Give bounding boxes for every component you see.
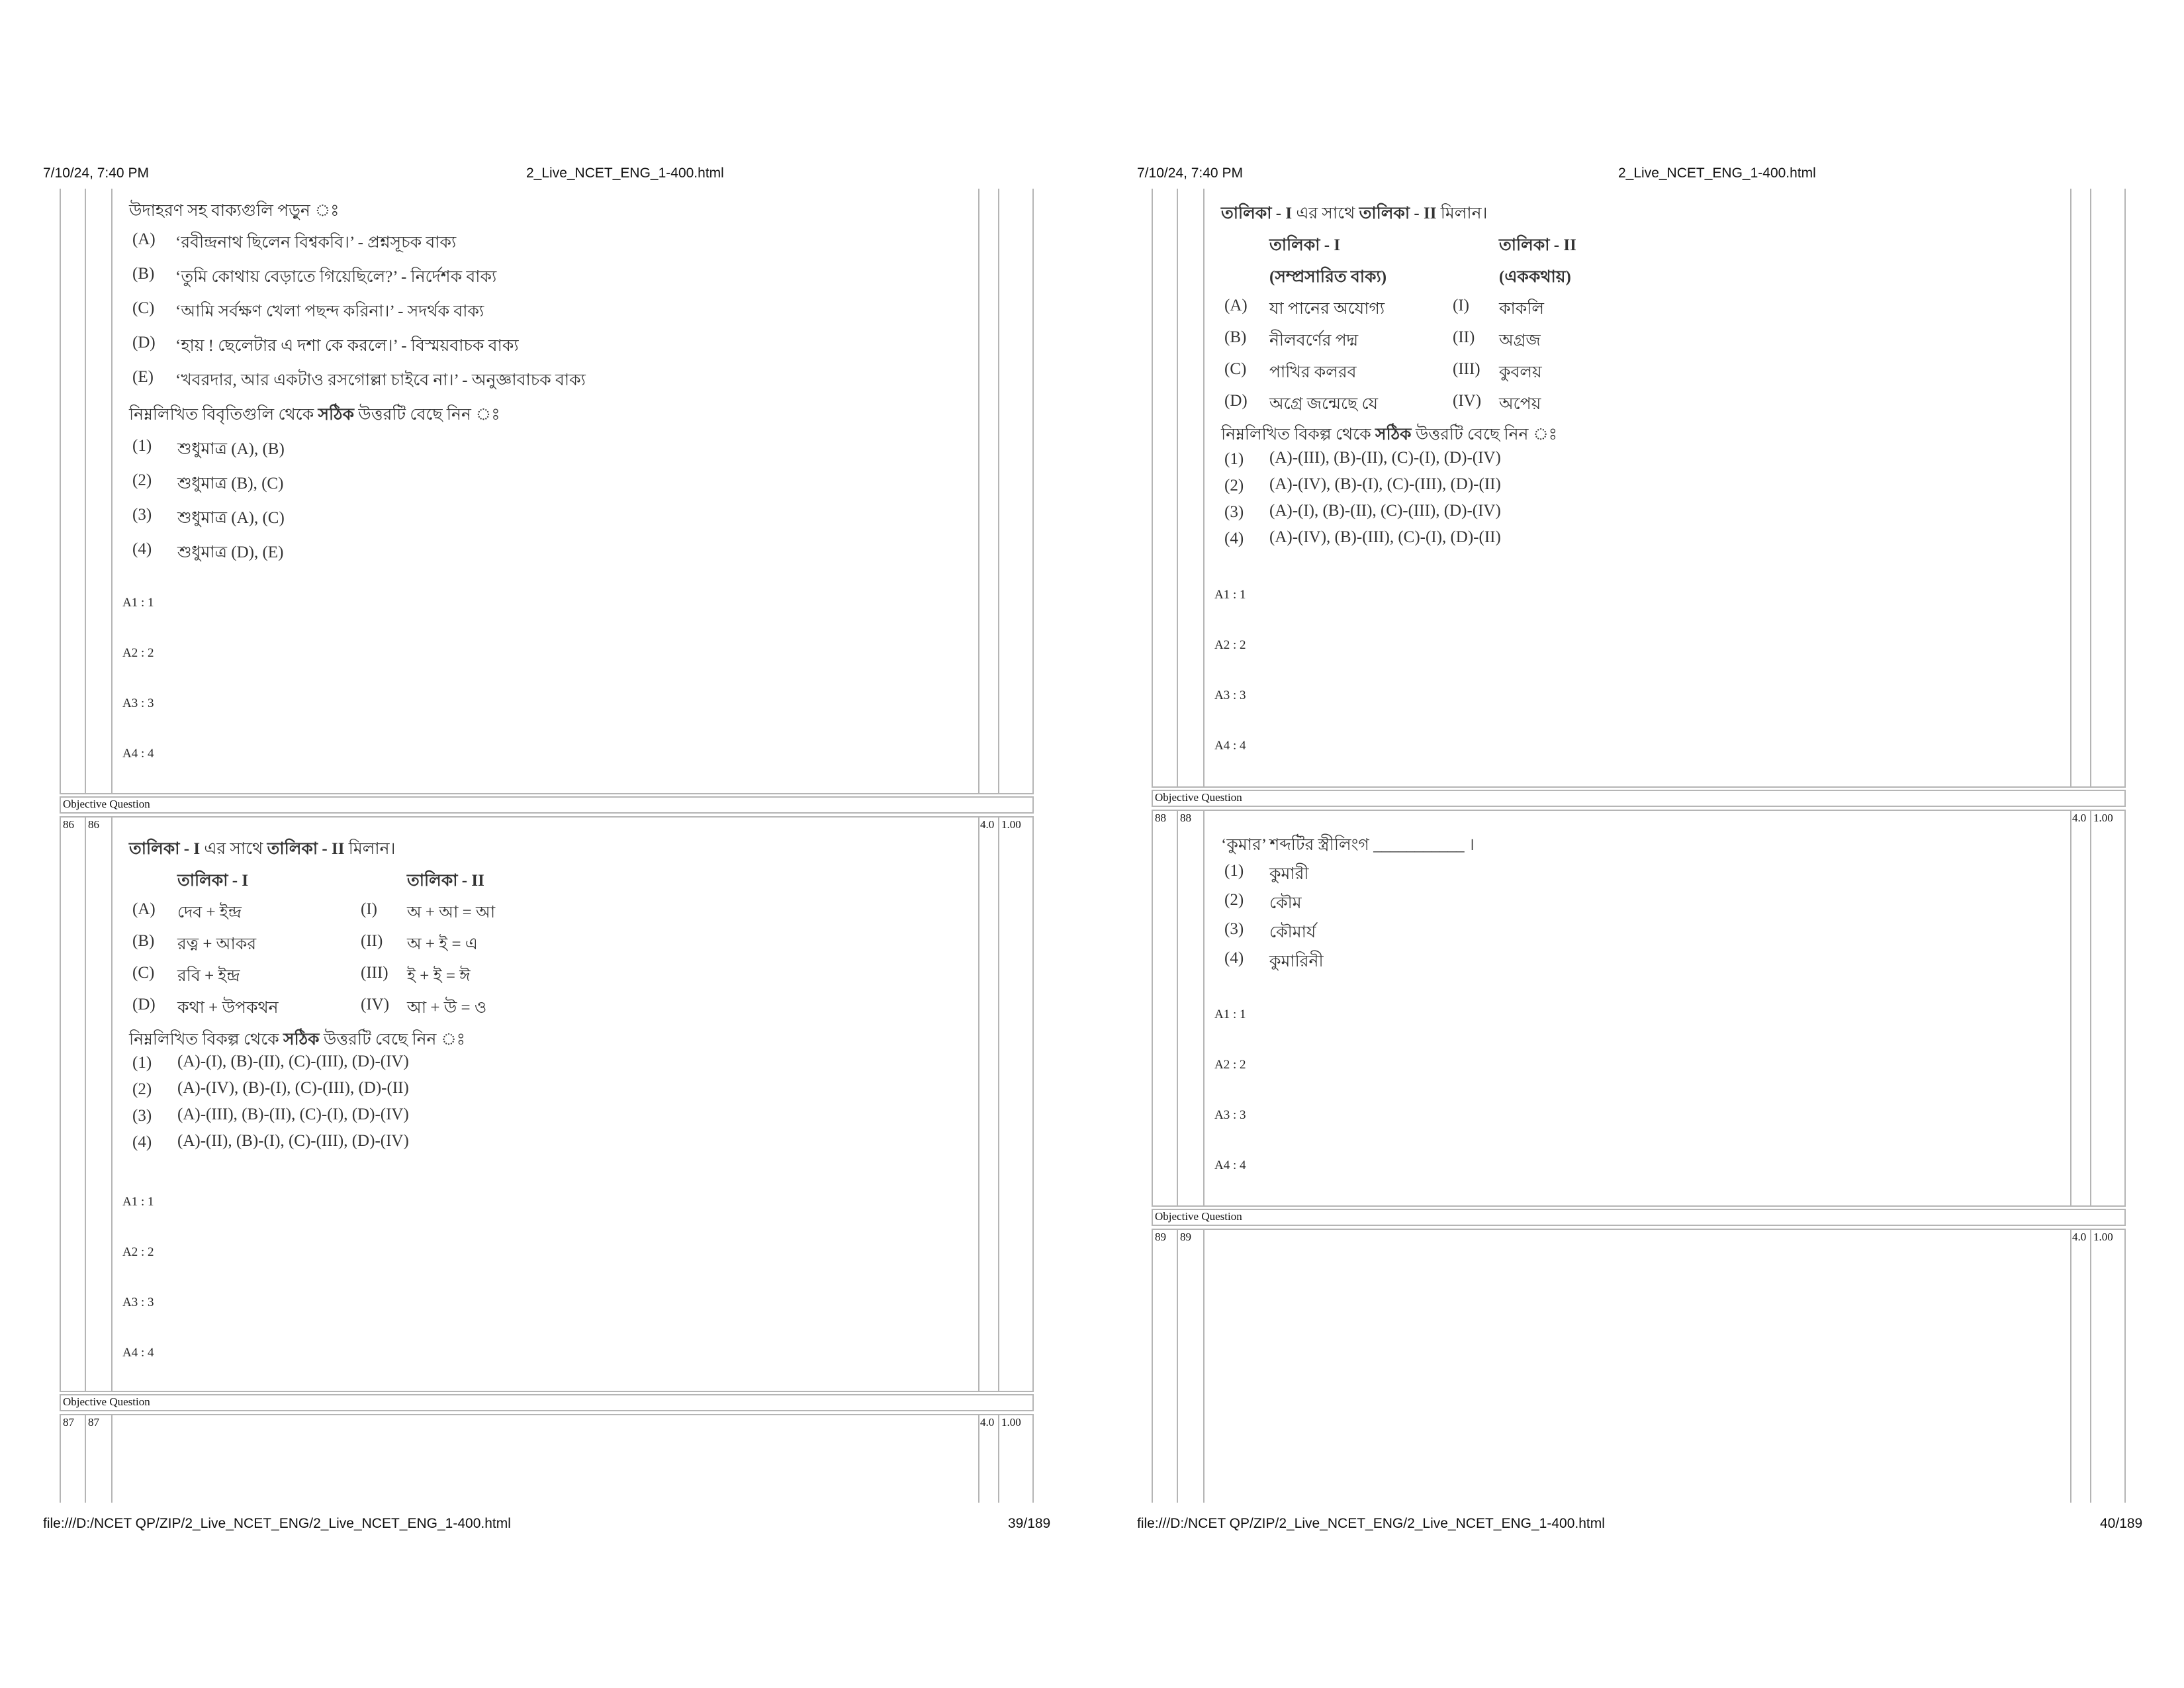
question-instruction: নিম্নলিখিত বিবৃতিগুলি থেকে সঠিক উত্তরটি বেছে নিন ঃ	[129, 406, 500, 424]
option-text: শুধুমাত্র (D), (E)	[177, 543, 284, 561]
option-text: (A)-(IV), (B)-(III), (C)-(I), (D)-(II)	[1269, 528, 1501, 546]
footer-path: file:///D:/NCET QP/ZIP/2_Live_NCET_ENG/2_Live_NCET_ENG_1-400.html	[1137, 1516, 1605, 1531]
table-border	[85, 1414, 86, 1503]
table-border	[60, 1414, 61, 1503]
table-border	[998, 189, 999, 794]
row-numeral: (III)	[1453, 360, 1480, 378]
row-numeral: (IV)	[361, 996, 390, 1013]
option-text: (A)-(II), (B)-(I), (C)-(III), (D)-(IV)	[177, 1132, 409, 1150]
statement-text: ‘খবরদার, আর একটাও রসগোল্লা চাইবে না।’ - অনুজ্ঞাবাচক বাক্য	[175, 371, 586, 389]
option-text: কৌম	[1269, 894, 1302, 912]
option-text: কুমারী	[1269, 865, 1309, 883]
table-border	[111, 1414, 113, 1503]
answer-line: A3 : 3	[122, 1295, 154, 1309]
table-border	[978, 1414, 979, 1503]
answer-line: A1 : 1	[1214, 588, 1246, 602]
question-instruction: নিম্নলিখিত বিকল্প থেকে সঠিক উত্তরটি বেছে নিন ঃ	[129, 1031, 466, 1049]
option-text: কুমারিনী	[1269, 953, 1324, 970]
table-border	[2090, 1229, 2091, 1503]
table-border	[60, 816, 61, 1392]
row-right: অ + ই = এ	[407, 935, 478, 953]
header-filename: 2_Live_NCET_ENG_1-400.html	[526, 165, 724, 181]
table-border	[2124, 1229, 2126, 1503]
answer-line: A3 : 3	[1214, 1108, 1246, 1122]
statement-tag: (D)	[132, 334, 156, 352]
statement-tag: (B)	[132, 265, 155, 283]
column-2-heading: তালিকা - II	[1499, 236, 1576, 254]
question-id: 87	[88, 1416, 99, 1429]
table-border	[1203, 189, 1205, 788]
serial-number: 87	[63, 1416, 74, 1429]
table-border	[60, 1414, 1034, 1415]
statement-tag: (E)	[132, 368, 154, 386]
table-border	[85, 816, 86, 1392]
section-label: Objective Question	[63, 798, 150, 810]
row-tag: (D)	[1224, 392, 1248, 410]
row-right: অপেয়	[1499, 395, 1541, 413]
serial-number: 89	[1155, 1231, 1166, 1243]
row-left: রত্ন + আকর	[177, 935, 257, 953]
negative-marks: 1.00	[1001, 818, 1021, 831]
table-border	[2124, 189, 2126, 788]
header-filename: 2_Live_NCET_ENG_1-400.html	[1618, 165, 1816, 181]
table-border	[1032, 189, 1034, 794]
option-number: (4)	[1224, 530, 1244, 547]
statement-text: ‘তুমি কোথায় বেড়াতে গিয়েছিলে?’ - নির্দেশক বাক্য	[175, 268, 497, 286]
row-right: কুবলয়	[1499, 363, 1542, 381]
table-border	[1177, 1229, 1178, 1503]
section-label-box	[1152, 790, 2126, 807]
answer-line: A2 : 2	[122, 1245, 154, 1259]
column-1-subheading: (সম্প্রসারিত বাক্য)	[1269, 268, 1387, 286]
option-number: (3)	[1224, 920, 1244, 938]
table-border	[1177, 189, 1178, 788]
answer-line: A4 : 4	[1214, 1158, 1246, 1172]
marks: 4.0	[980, 818, 995, 831]
table-border	[1152, 1229, 2126, 1230]
option-number: (2)	[132, 1080, 152, 1098]
section-label: Objective Question	[63, 1395, 150, 1408]
marks: 4.0	[980, 1416, 995, 1429]
serial-number: 88	[1155, 812, 1166, 824]
table-border	[2070, 1229, 2071, 1503]
table-border	[1203, 810, 1205, 1207]
statement-text: ‘রবীন্দ্রনাথ ছিলেন বিশ্বকবি।’ - প্রশ্নসূচক বাক্য	[175, 234, 457, 252]
row-tag: (A)	[132, 900, 156, 918]
table-border	[60, 189, 61, 794]
option-text: কৌমার্য	[1269, 923, 1316, 941]
negative-marks: 1.00	[1001, 1416, 1021, 1429]
table-border	[978, 816, 979, 1392]
table-border	[1152, 189, 1153, 788]
table-border	[1177, 810, 1178, 1207]
table-border	[2070, 189, 2071, 788]
header-date: 7/10/24, 7:40 PM	[43, 165, 149, 181]
table-border	[1032, 816, 1034, 1392]
table-border	[998, 1414, 999, 1503]
answer-line: A2 : 2	[1214, 638, 1246, 652]
option-number: (3)	[1224, 503, 1244, 521]
option-text: (A)-(IV), (B)-(I), (C)-(III), (D)-(II)	[1269, 475, 1501, 493]
question-instruction: নিম্নলিখিত বিকল্প থেকে সঠিক উত্তরটি বেছে নিন ঃ	[1221, 426, 1558, 444]
table-border	[1152, 810, 2126, 811]
answer-line: A1 : 1	[122, 1195, 154, 1209]
table-border	[1152, 786, 2126, 788]
option-number: (1)	[132, 437, 152, 455]
option-number: (2)	[1224, 477, 1244, 494]
question-id: 86	[88, 818, 99, 831]
table-border	[998, 816, 999, 1392]
option-number: (3)	[132, 506, 152, 524]
table-border	[2070, 810, 2071, 1207]
section-label: Objective Question	[1155, 791, 1242, 804]
row-numeral: (IV)	[1453, 392, 1482, 410]
answer-line: A4 : 4	[122, 1346, 154, 1360]
question-id: 89	[1180, 1231, 1191, 1243]
marks: 4.0	[2072, 1231, 2087, 1243]
section-label-box	[60, 796, 1034, 814]
question-title: তালিকা - I এর সাথে তালিকা - II মিলান।	[1221, 205, 1488, 222]
table-border	[1203, 1229, 1205, 1503]
question-intro: উদাহরণ সহ বাক্যগুলি পড়ুন ঃ	[129, 202, 340, 220]
row-tag: (B)	[132, 932, 155, 950]
print-page-40	[1092, 0, 2184, 1688]
row-left: পাখির কলরব	[1269, 363, 1357, 381]
option-text: শুধুমাত্র (A), (C)	[177, 509, 285, 527]
option-text: (A)-(I), (B)-(II), (C)-(III), (D)-(IV)	[1269, 502, 1501, 520]
section-label: Objective Question	[1155, 1210, 1242, 1223]
row-right: আ + উ = ও	[407, 999, 487, 1017]
footer-path: file:///D:/NCET QP/ZIP/2_Live_NCET_ENG/2_Live_NCET_ENG_1-400.html	[43, 1516, 511, 1531]
header-date: 7/10/24, 7:40 PM	[1137, 165, 1243, 181]
table-border	[60, 793, 1034, 794]
table-border	[1152, 1205, 2126, 1207]
row-right: ই + ই = ঈ	[407, 967, 471, 985]
serial-number: 86	[63, 818, 74, 831]
statement-text: ‘হায় ! ছেলেটার এ দশা কে করলে।’ - বিস্ময়বাচক বাক্য	[175, 337, 519, 355]
row-left: নীলবর্ণের পদ্ম	[1269, 332, 1359, 350]
table-border	[60, 1391, 1034, 1392]
row-tag: (C)	[132, 964, 155, 982]
column-2-subheading: (এককথায়)	[1499, 268, 1571, 286]
option-number: (1)	[1224, 450, 1244, 468]
answer-line: A2 : 2	[122, 646, 154, 660]
answer-line: A4 : 4	[1214, 739, 1246, 753]
row-left: কথা + উপকথন	[177, 999, 279, 1017]
option-text: শুধুমাত্র (B), (C)	[177, 475, 284, 492]
row-tag: (B)	[1224, 328, 1247, 346]
row-right: অগ্রজ	[1499, 332, 1541, 350]
question-title: তালিকা - I এর সাথে তালিকা - II মিলান।	[129, 840, 396, 858]
answer-line: A2 : 2	[1214, 1058, 1246, 1072]
option-text: (A)-(IV), (B)-(I), (C)-(III), (D)-(II)	[177, 1079, 409, 1097]
table-border	[1152, 810, 1153, 1207]
table-border	[2124, 810, 2126, 1207]
option-number: (4)	[132, 1133, 152, 1151]
table-border	[1032, 1414, 1034, 1503]
row-numeral: (II)	[361, 932, 383, 950]
footer-page-number: 40/189	[2100, 1516, 2143, 1531]
table-border	[111, 816, 113, 1392]
table-border	[2090, 189, 2091, 788]
option-text: (A)-(III), (B)-(II), (C)-(I), (D)-(IV)	[1269, 449, 1501, 467]
option-text: (A)-(III), (B)-(II), (C)-(I), (D)-(IV)	[177, 1105, 409, 1123]
statement-text: ‘আমি সর্বক্ষণ খেলা পছন্দ করিনা।’ - সদর্থক বাক্য	[175, 303, 484, 320]
section-label-box	[1152, 1209, 2126, 1226]
table-border	[1152, 1229, 1153, 1503]
table-border	[111, 189, 113, 794]
table-border	[2090, 810, 2091, 1207]
option-number: (2)	[132, 471, 152, 489]
negative-marks: 1.00	[2093, 1231, 2113, 1243]
section-label-box	[60, 1394, 1034, 1411]
option-number: (4)	[132, 540, 152, 558]
marks: 4.0	[2072, 812, 2087, 824]
question-text: ‘কুমার’ শব্দটির স্ত্রীলিংগ ___________ ।	[1221, 836, 1475, 854]
answer-line: A4 : 4	[122, 747, 154, 761]
option-number: (1)	[132, 1054, 152, 1072]
statement-tag: (A)	[132, 230, 156, 248]
column-2-heading: তালিকা - II	[407, 872, 484, 890]
answer-line: A3 : 3	[1214, 688, 1246, 702]
row-left: অগ্রে জন্মেছে যে	[1269, 395, 1378, 413]
column-1-heading: তালিকা - I	[1269, 236, 1341, 254]
answer-line: A1 : 1	[122, 596, 154, 610]
answer-line: A3 : 3	[122, 696, 154, 710]
option-text: শুধুমাত্র (A), (B)	[177, 440, 285, 458]
row-left: দেব + ইন্দ্র	[177, 904, 242, 921]
table-border	[85, 189, 86, 794]
row-left: যা পানের অযোগ্য	[1269, 300, 1385, 318]
column-1-heading: তালিকা - I	[177, 872, 249, 890]
row-numeral: (I)	[1453, 297, 1469, 314]
negative-marks: 1.00	[2093, 812, 2113, 824]
table-border	[978, 189, 979, 794]
option-number: (1)	[1224, 862, 1244, 880]
option-number: (3)	[132, 1107, 152, 1125]
row-right: অ + আ = আ	[407, 904, 496, 921]
option-text: (A)-(I), (B)-(II), (C)-(III), (D)-(IV)	[177, 1053, 409, 1070]
row-numeral: (III)	[361, 964, 388, 982]
table-border	[60, 816, 1034, 818]
question-id: 88	[1180, 812, 1191, 824]
option-number: (2)	[1224, 891, 1244, 909]
statement-tag: (C)	[132, 299, 155, 317]
row-numeral: (II)	[1453, 328, 1475, 346]
row-tag: (D)	[132, 996, 156, 1013]
row-tag: (A)	[1224, 297, 1248, 314]
footer-page-number: 39/189	[1008, 1516, 1051, 1531]
answer-line: A1 : 1	[1214, 1008, 1246, 1021]
option-number: (4)	[1224, 949, 1244, 967]
row-tag: (C)	[1224, 360, 1247, 378]
row-left: রবি + ইন্দ্র	[177, 967, 240, 985]
row-numeral: (I)	[361, 900, 377, 918]
row-right: কাকলি	[1499, 300, 1545, 318]
